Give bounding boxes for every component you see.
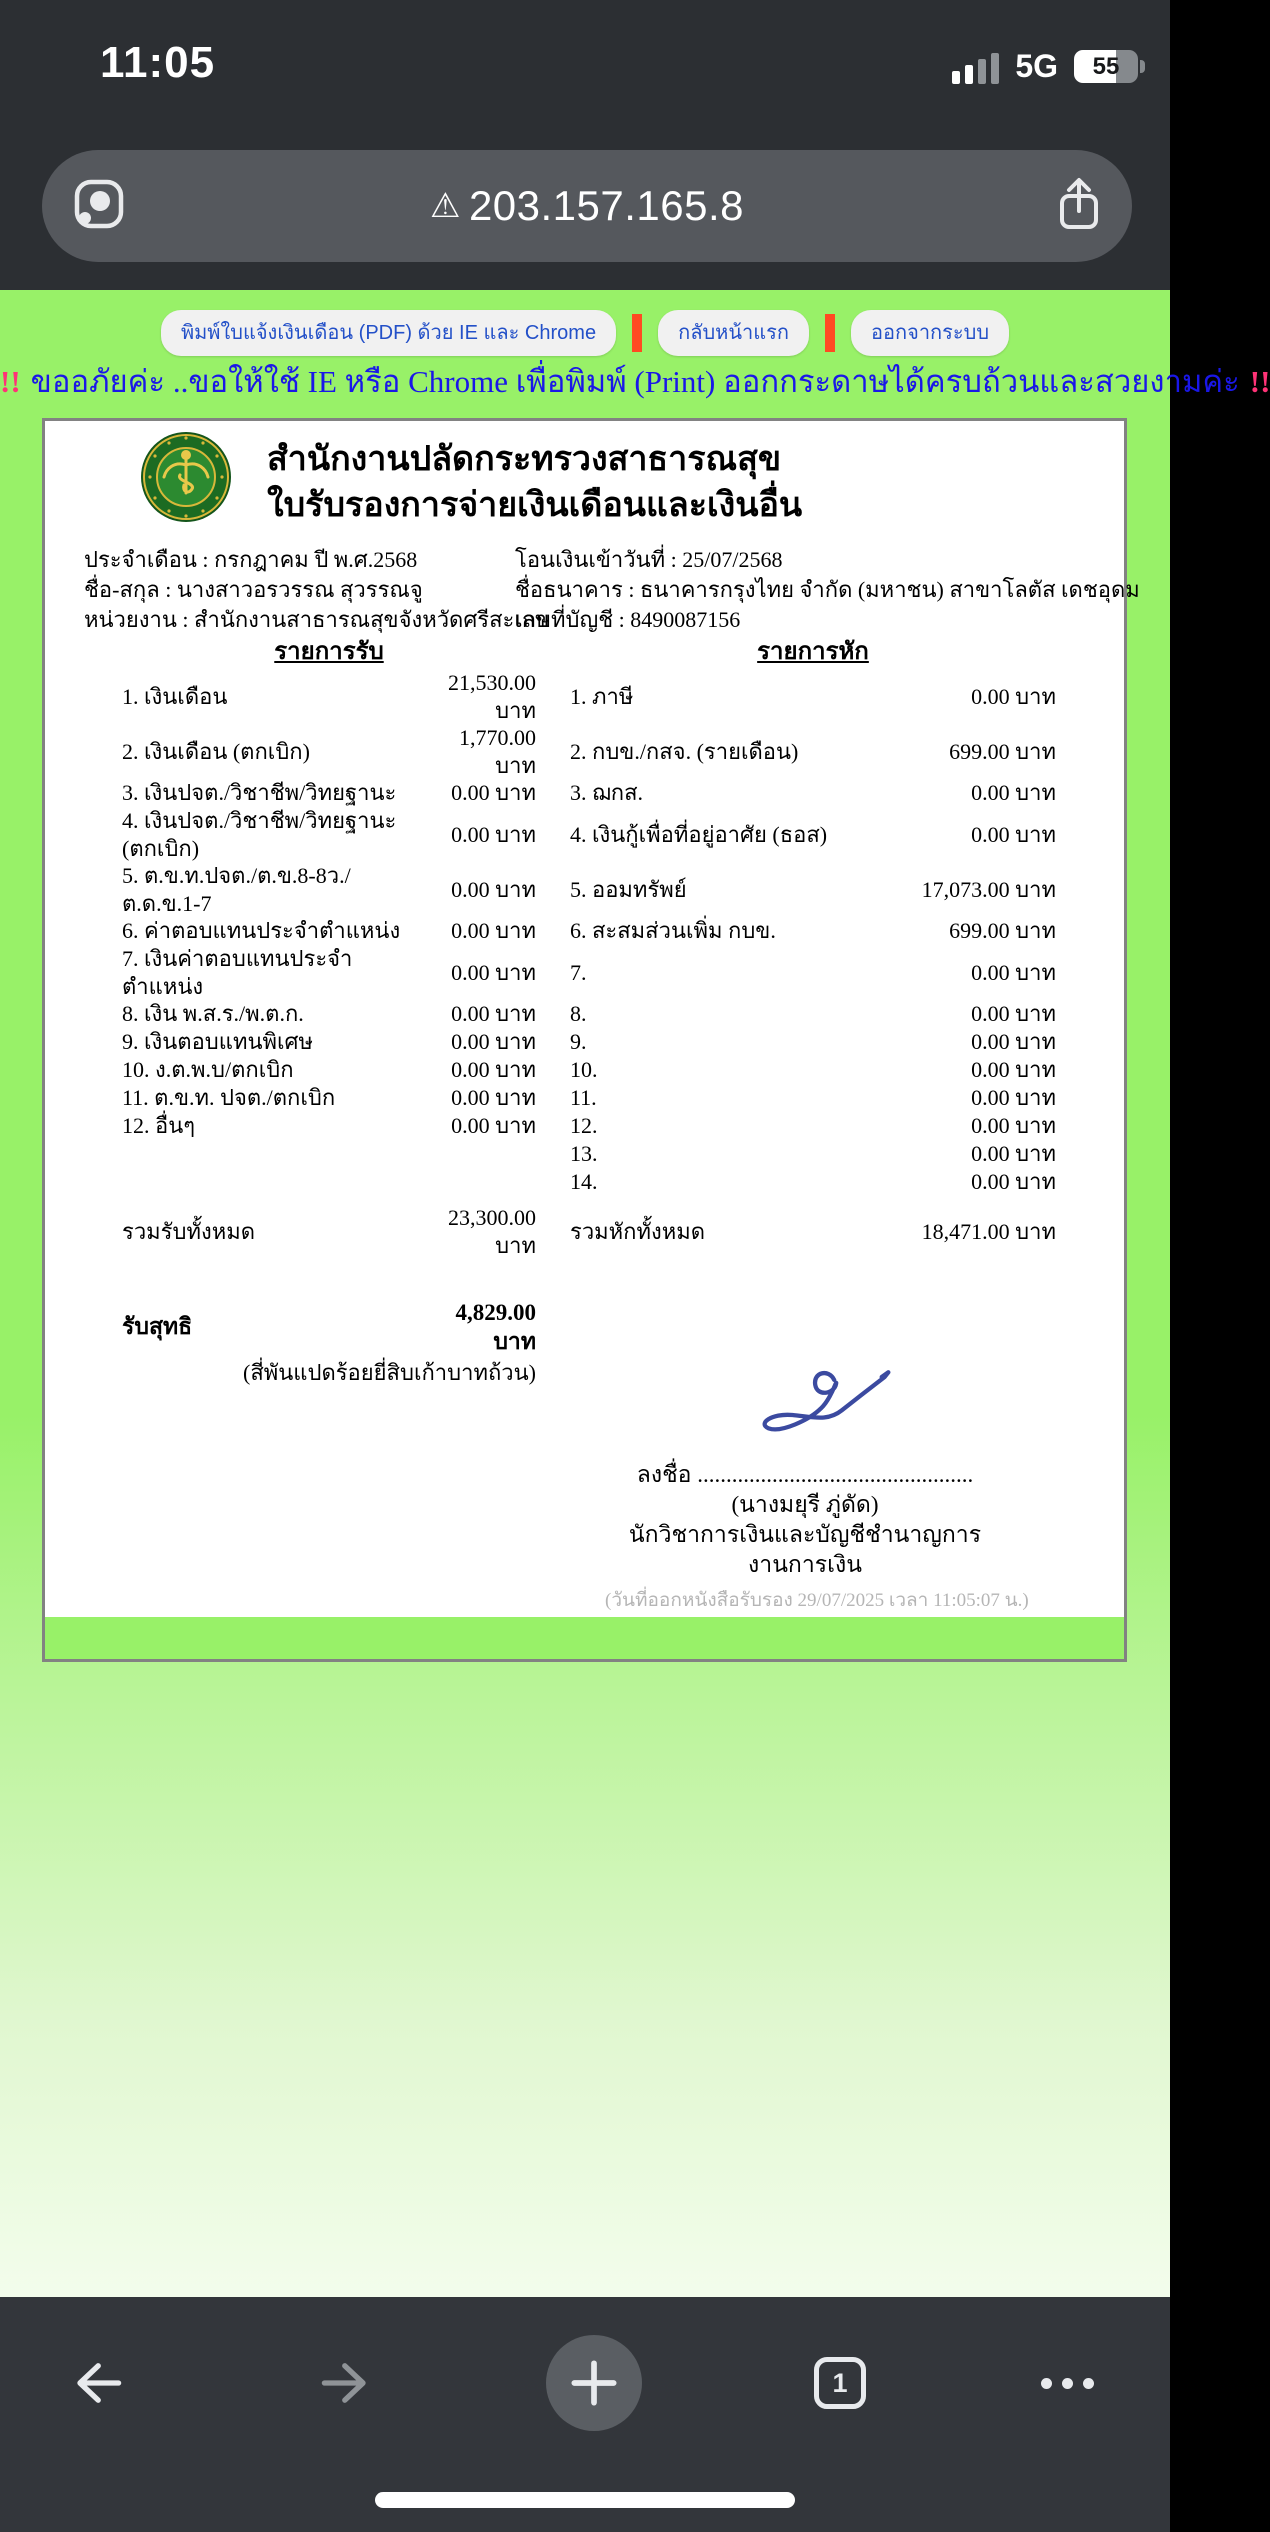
net-pay-value: 4,829.00 บาท — [455, 1300, 536, 1354]
url-host: 203.157.165.8 — [468, 182, 745, 229]
three-dots-icon — [1041, 2378, 1094, 2389]
account-number: เลขที่บัญชี : 8490087156 — [515, 607, 741, 632]
table-row — [122, 945, 1056, 1000]
org-name: สำนักงานปลัดกระทรวงสาธารณสุข — [267, 441, 782, 478]
table-row — [122, 807, 1056, 862]
table-row — [122, 1000, 1056, 1028]
table-row — [122, 779, 1056, 807]
receipt-label: 9. เงินตอบแทนพิเศษ — [122, 1029, 313, 1055]
receipt-value: 0.00 บาท — [451, 1085, 536, 1111]
back-to-home-button[interactable]: กลับหน้าแรก — [658, 310, 809, 356]
clock: 11:05 — [100, 38, 216, 87]
deduction-value: 0.00 บาท — [971, 1113, 1056, 1139]
payslip-rows — [122, 669, 1056, 1196]
deduction-value: 0.00 บาท — [971, 780, 1056, 806]
receipt-label: 8. เงิน พ.ส.ร./พ.ต.ก. — [122, 1001, 304, 1027]
new-tab-button[interactable] — [546, 2335, 642, 2431]
back-button[interactable] — [47, 2335, 143, 2431]
signer-name: (นางมยุรี ภู่ดัด) — [731, 1492, 879, 1517]
employee-unit: หน่วยงาน : สำนักงานสาธารณสุขจังหวัดศรีสะเกษ — [84, 607, 550, 632]
employee-name: ชื่อ-สกุล : นางสาวอรวรรณ สุวรรณจู — [84, 577, 423, 602]
receipt-label: 12. อื่นๆ — [122, 1113, 196, 1139]
receipt-label: 6. ค่าตอบแทนประจำตำแหน่ง — [122, 918, 401, 944]
address-bar[interactable] — [42, 150, 1132, 262]
deduction-value: 0.00 บาท — [971, 683, 1056, 709]
lens-camera-icon[interactable] — [72, 177, 126, 236]
web-page — [0, 290, 1270, 2297]
receipt-value: 0.00 บาท — [451, 876, 536, 902]
deduction-label: 13. — [570, 1141, 598, 1167]
receipt-label: 2. เงินเดือน (ตกเบิก) — [122, 738, 310, 764]
table-row — [122, 1056, 1056, 1084]
receipt-value: 0.00 บาท — [451, 959, 536, 985]
ministry-of-public-health-seal — [140, 431, 232, 523]
deduction-label: 11. — [570, 1085, 597, 1111]
deduction-label: 6. สะสมส่วนเพิ่ม กบข. — [570, 918, 776, 944]
payslip-document — [45, 421, 1140, 1617]
forward-button[interactable] — [300, 2335, 396, 2431]
deduction-value: 0.00 บาท — [971, 1169, 1056, 1195]
warning-prefix: !! — [0, 364, 21, 399]
warning-text: ขออภัยค่ะ ..ขอให้ใช้ IE หรือ Chrome เพื่อพิมพ์ (Print) ออกกระดาษได้ครบถ้วนและสวยงามค่ะ — [30, 364, 1240, 399]
receipt-value: 0.00 บาท — [451, 1113, 536, 1139]
status-bar — [0, 0, 1170, 130]
battery-icon — [1074, 50, 1138, 83]
net-pay-row — [122, 1299, 1056, 1357]
table-row — [122, 1084, 1056, 1112]
deduction-value: 0.00 บาท — [971, 821, 1056, 847]
url-text — [42, 182, 1132, 230]
net-pay-label: รับสุทธิ — [122, 1314, 193, 1340]
receipt-label: 10. ง.ต.พ.บ/ตกเบิก — [122, 1057, 294, 1083]
total-receipts-value: 23,300.00 บาท — [448, 1205, 536, 1258]
not-secure-warning-icon: ⚠ — [429, 187, 461, 225]
net-pay-in-words: (สี่พันแปดร้อยยี่สิบเก้าบาทถ้วน) — [243, 1359, 536, 1385]
network-type-label: 5G — [1015, 48, 1058, 84]
deduction-value: 0.00 บาท — [971, 1029, 1056, 1055]
receipt-label: 5. ต.ข.ท.ปจต./ต.ข.8-8ว./​ต.ด.ข.1-7 — [122, 863, 351, 916]
deduction-value: 699.00 บาท — [949, 738, 1056, 764]
deduction-value: 17,073.00 บาท — [921, 876, 1056, 902]
payslip-frame — [42, 418, 1140, 1662]
browser-toolbar — [0, 2297, 1170, 2532]
receipt-value: 0.00 บาท — [451, 1029, 536, 1055]
receipt-value: 0.00 บาท — [451, 1057, 536, 1083]
battery-percent: 55 — [1092, 52, 1120, 80]
receipt-label: 7. เงินค่าตอบแทนประจำ​ตำแหน่ง — [122, 946, 353, 999]
receipt-label: 11. ต.ข.ท. ปจต./ตกเบิก — [122, 1085, 336, 1111]
bank-name: ชื่อธนาคาร : ธนาคารกรุงไทย จำกัด (มหาชน) สาขาโลตัส เดชอุดม — [515, 577, 1140, 602]
bank-info — [515, 545, 1140, 635]
tab-switcher-button[interactable] — [792, 2335, 888, 2431]
table-row — [122, 1140, 1056, 1168]
receipt-value: 0.00 บาท — [451, 821, 536, 847]
signal-strength-icon — [952, 50, 999, 84]
receipt-value: 0.00 บาท — [451, 918, 536, 944]
deduction-label: 9. — [570, 1029, 587, 1055]
receipts-header: รายการรับ — [274, 639, 384, 665]
table-row — [122, 917, 1056, 945]
status-indicators — [952, 48, 1138, 85]
deduction-label: 8. — [570, 1001, 587, 1027]
receipt-value: 0.00 บาท — [451, 1001, 536, 1027]
deduction-value: 0.00 บาท — [971, 1085, 1056, 1111]
deduction-label: 5. ออมทรัพย์ — [570, 876, 687, 902]
issue-timestamp: (วันที่ออกหนังสือรับรอง 29/07/2025 เวลา 11:05:07 น.) — [605, 1590, 1029, 1611]
home-indicator[interactable] — [375, 2492, 795, 2508]
receipt-label: 3. เงินปจต./วิชาชีพ/วิทยฐานะ — [122, 780, 397, 806]
table-row — [122, 1168, 1056, 1196]
page-button-row — [0, 310, 1170, 356]
total-deductions-value: 18,471.00 บาท — [921, 1218, 1056, 1244]
receipt-value: 21,530.00 บาท — [448, 670, 536, 723]
employee-info — [84, 545, 550, 635]
document-title: ใบรับรองการจ่ายเงินเดือนและเงินอื่น — [267, 487, 803, 524]
pay-month: ประจำเดือน : กรกฎาคม ปี พ.ศ.2568 — [84, 547, 418, 572]
separator-bars — [825, 314, 835, 352]
receipt-value: 1,770.00 บาท — [459, 725, 536, 778]
logout-button[interactable]: ออกจากระบบ — [851, 310, 1009, 356]
sign-line: ลงชื่อ ................................................ — [636, 1462, 974, 1487]
total-receipts-label: รวมรับทั้งหมด — [122, 1218, 255, 1244]
document-header — [267, 437, 802, 529]
address-bar-row — [0, 130, 1170, 290]
receipt-label: 4. เงินปจต./วิชาชีพ/วิทยฐานะ (ตกเบิก) — [122, 808, 397, 861]
deduction-label: 12. — [570, 1113, 598, 1139]
deduction-value: 0.00 บาท — [971, 959, 1056, 985]
deduction-value: 0.00 บาท — [971, 1057, 1056, 1083]
deduction-label: 1. ภาษี — [570, 683, 634, 709]
deduction-label: 2. กบข./กสจ. (รายเดือน) — [570, 738, 799, 764]
menu-button[interactable] — [1019, 2335, 1115, 2431]
deduction-value: 0.00 บาท — [971, 1001, 1056, 1027]
transfer-date: โอนเงินเข้าวันที่ : 25/07/2568 — [515, 547, 783, 572]
print-pdf-button[interactable]: พิมพ์ใบแจ้งเงินเดือน (PDF) ด้วย IE และ Chrome — [161, 310, 616, 356]
separator-bars — [632, 314, 642, 352]
total-deductions-label: รวมหักทั้งหมด — [570, 1218, 706, 1244]
share-icon[interactable] — [1056, 175, 1102, 238]
receipt-value: 0.00 บาท — [451, 780, 536, 806]
deduction-label: 3. ฌกส. — [570, 780, 644, 806]
payslip-table — [122, 669, 1056, 1386]
receipt-label: 1. เงินเดือน — [122, 683, 228, 709]
browser-warning-message — [0, 356, 1270, 406]
signer-position: นักวิชาการเงินและบัญชีชำนาญการ — [628, 1522, 982, 1547]
signature-block — [605, 1359, 1029, 1616]
deduction-label: 7. — [570, 959, 587, 985]
deduction-label: 14. — [570, 1169, 598, 1195]
table-row — [122, 724, 1056, 779]
warning-suffix: !! — [1249, 364, 1270, 399]
deduction-label: 10. — [570, 1057, 598, 1083]
deductions-header: รายการหัก — [757, 639, 869, 665]
tab-count-badge: 1 — [814, 2357, 866, 2409]
deduction-value: 0.00 บาท — [971, 1141, 1056, 1167]
table-row — [122, 1028, 1056, 1056]
signer-unit: งานการเงิน — [748, 1552, 862, 1577]
table-row — [122, 669, 1056, 724]
table-row — [122, 862, 1056, 917]
handwritten-signature — [739, 1359, 899, 1454]
totals-row — [122, 1204, 1056, 1259]
deduction-value: 699.00 บาท — [949, 918, 1056, 944]
table-row — [122, 1112, 1056, 1140]
deduction-label: 4. เงินกู้เพื่อที่อยู่อาศัย (ธอส) — [570, 821, 828, 847]
